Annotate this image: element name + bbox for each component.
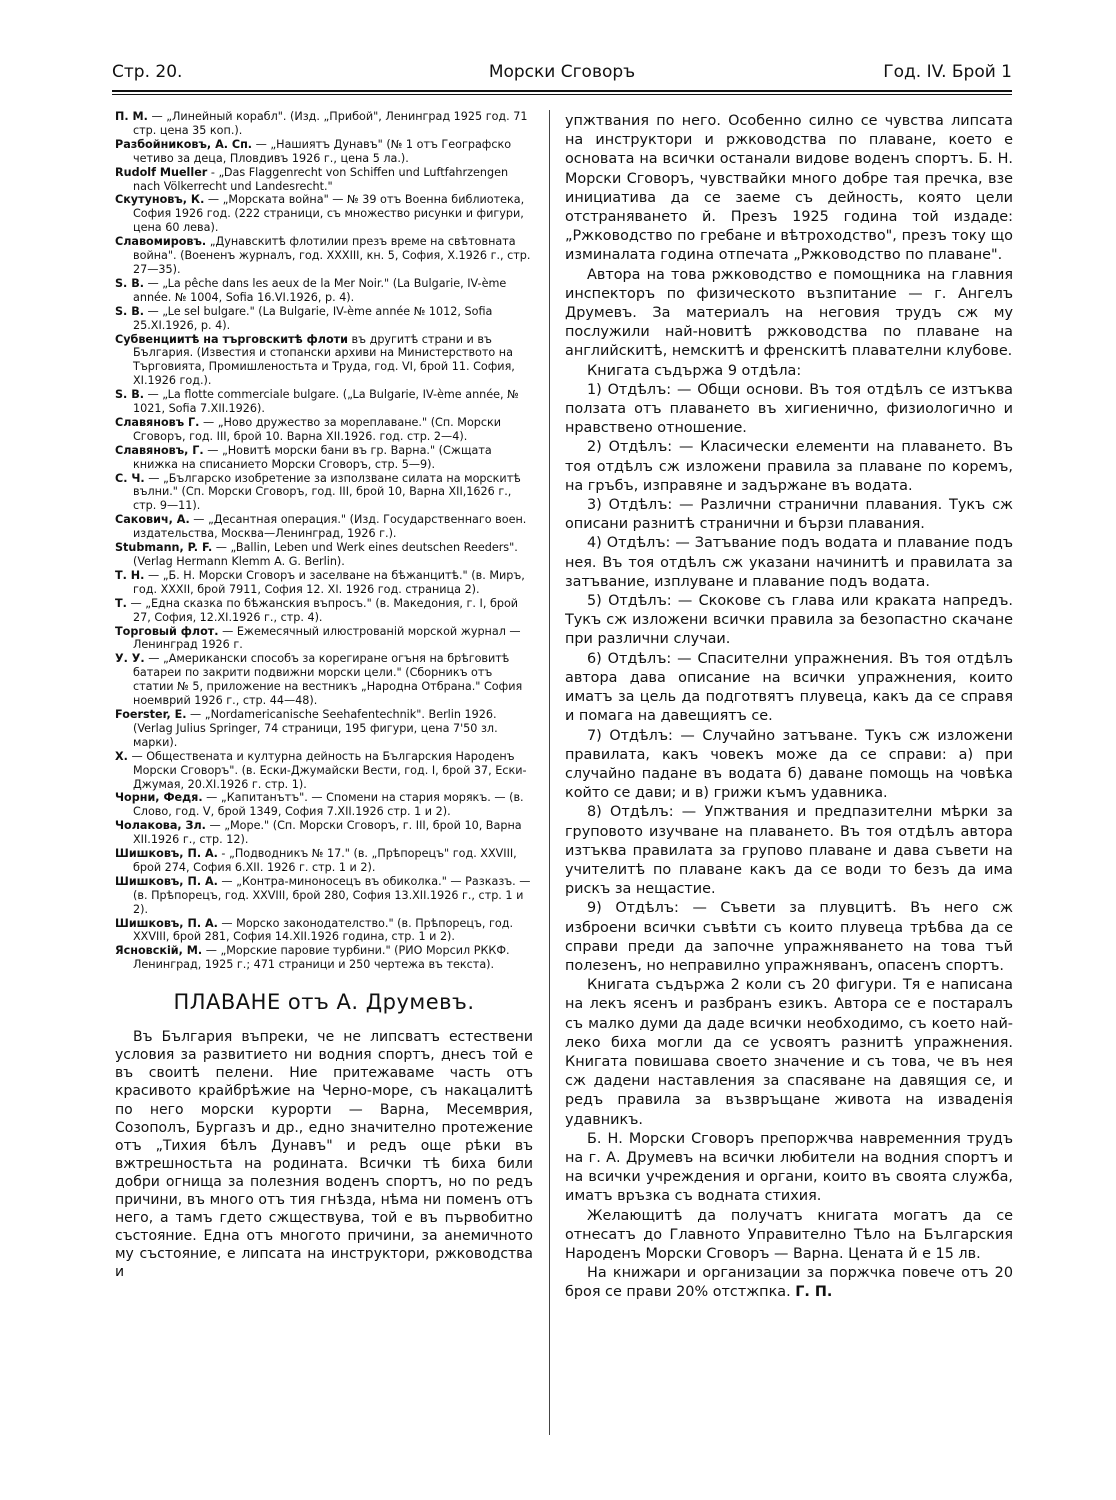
article-paragraph bbox=[565, 976, 1013, 1130]
bibliography-entry bbox=[115, 750, 533, 792]
bibliography-entry bbox=[115, 110, 533, 138]
bibliography-entry bbox=[115, 847, 533, 875]
column-divider bbox=[549, 110, 550, 1435]
paragraph-text: упжтвания по него. Особенно силно се чувства липсата на инструктори и ржководства по плаване, което е основата на всички останали видове воденъ спортъ. Б. Н. Морски Сговоръ, чувствайки много добре тая пречка, взе инициатива да се заеме съ дейность, която цели отстраняването й. Презъ 1925 година той издаде: „Ржководство по гребане и вѣтроходство", презъ току що изминалата година отпечата „Ржководство по плаване". bbox=[565, 113, 1013, 264]
bibliography-entry bbox=[115, 791, 533, 819]
entry-author: Субвенциитѣ на търговскитѣ флоти bbox=[115, 332, 348, 346]
entry-author: Шишковъ, П. А. bbox=[115, 874, 218, 888]
bibliography-entry bbox=[115, 944, 533, 972]
bibliography-entry bbox=[115, 472, 533, 514]
entry-text: — „La flotte commerciale bulgare. („La Bulgarie, IV-ème année, № 1021, Sofia 7.XII.1926). bbox=[133, 388, 519, 416]
article-continuation bbox=[565, 112, 1013, 1303]
entry-author: Торговый флот. bbox=[115, 624, 219, 638]
paragraph-text: 7) Отдѣлъ: — Случайно затъване. Тукъ сж изложени правилата, какъ човекъ може да се справи: а) при случайно падане въ водата б) даване помощь на човѣка който се дави; и в) грижи къмъ удавника. bbox=[565, 727, 1013, 802]
entry-author: Ясновскій, М. bbox=[115, 944, 203, 958]
article-title: ПЛАВАНЕ отъ А. Друмевъ. bbox=[173, 990, 475, 1015]
entry-author: S. B. bbox=[115, 276, 144, 290]
paragraph-text: 4) Отдѣлъ: — Затъвание подъ водата и плавание подъ нея. Въ тоя отдѣлъ сж указани начинитѣ и правилата за затъвание, изплуване и плавание подъ водата. bbox=[565, 535, 1013, 590]
paragraph-text: Автора на това ржководство е помощника на главния инспекторъ по физическото възпитание — г. Ангелъ Друмевъ. За материалъ на неговия трудъ сж му послужили най-новитѣ ржководства по плаване на английскитѣ, немскитѣ и френскитѣ плавателни клубове. bbox=[565, 266, 1013, 360]
bibliography-entry bbox=[115, 597, 533, 625]
entry-author: Славяновъ, Г. bbox=[115, 443, 204, 457]
entry-text: — „Морские паровие турбини." (РИО Морсил РККФ. Ленинград, 1925 г.; 471 страници и 250 чертежа въ текста). bbox=[133, 944, 510, 972]
paragraph-text: Книгата съдържа 9 отдѣла: bbox=[587, 362, 802, 379]
entry-text: - „Das Flaggenrecht von Schiffen und Luftfahrzengen nach Völkerrecht und Landesrecht." bbox=[133, 165, 509, 193]
bibliography-entry bbox=[115, 388, 533, 416]
bibliography-entry bbox=[115, 305, 533, 333]
entry-text: — „Нашиятъ Дунавъ" (№ 1 отъ Географско четиво за деца, Пловдивъ 1926 г., цена 5 ла.). bbox=[133, 137, 512, 165]
article-paragraph bbox=[565, 112, 1013, 266]
paragraph-text: 3) Отдѣлъ: — Различни странични плавания. Тукъ сж описани разнитѣ странични и бързи плавания. bbox=[565, 497, 1013, 533]
entry-text: — „Ballin, Leben und Werk eines deutschen Reeders". (Verlag Hermann Klemm A. G. Berlin). bbox=[133, 541, 518, 568]
article-paragraph bbox=[565, 381, 1013, 439]
paragraph-text: 6) Отдѣлъ: — Спасителни упражнения. Въ тоя отдѣлъ автора дава описание на всички упражнения, които иматъ за цель да подготвятъ плувеца, какъ да се справя и помага на давещиятъ се. bbox=[565, 650, 1013, 725]
entry-text: — „Морската война" — № 39 отъ Военна библиотека, София 1926 год. (222 страници, съ множество рисунки и фигури, цена 60 лева). bbox=[133, 193, 525, 235]
bibliography-entry bbox=[115, 193, 533, 235]
entry-author: С. Ч. bbox=[115, 471, 145, 485]
bibliography-entry bbox=[115, 708, 533, 750]
entry-author: S. B. bbox=[115, 304, 144, 318]
entry-text: - „Подводникъ № 17." (в. „Прѣпорецъ" год. XXVIII, брой 274, София 6.XII. 1926 г. стр. 1 и 2). bbox=[133, 847, 517, 874]
article-paragraph bbox=[565, 803, 1013, 899]
entry-text: — Морско законодателство." (в. Прѣпорецъ, год. XXVIII, брой 281, София 14.XII.1926 година, стр. 1 и 2). bbox=[133, 916, 514, 944]
page-header bbox=[112, 62, 1012, 92]
bibliography-entry bbox=[115, 625, 533, 653]
entry-text: — „Новитѣ морски бани въ гр. Варна." (Сжщата книжка на списанието Морски Сговоръ, стр. 5—9). bbox=[133, 443, 492, 471]
entry-author: П. М. bbox=[115, 110, 148, 123]
entry-author: Foerster, E. bbox=[115, 707, 187, 721]
paragraph-text: Книгата съдържа 2 коли съ 20 фигури. Тя е написана на лекъ ясенъ и разбранъ езикъ. Автора се е постаралъ съ малко думи да даде всички необходимо, съ което най-леко биха могли да се усвоятъ разнитѣ упражнения. Книгата повишава своето значение и съ това, че въ нея сж дадени наставления за спасяване на давящия се, и редъ правила за възвръщане живота на изваденія удавникъ. bbox=[565, 977, 1013, 1128]
paragraph-text: 1) Отдѣлъ: — Общи основи. Въ тоя отдѣлъ се изтъква ползата отъ плаването въ хигиенично, физиологично и нравствено отношение. bbox=[565, 381, 1013, 437]
entry-text: „Дунавскитѣ флотилии презъ време на свѣтовната война". (Воененъ журналъ, год. XXXIII, кн. 5, София, X.1926 г., стр. 27—35). bbox=[133, 235, 531, 276]
entry-text: — „Българско изобретение за използване силата на морскитѣ вълни." (Сп. Морски Сговоръ, год. III, брой 10, Варна XII,1626 г., стр. 9—11). bbox=[133, 471, 521, 513]
bibliography-entry bbox=[115, 875, 533, 917]
article-paragraph: Въ България въпреки, че не липсватъ естествени условия за развитието ни водния спортъ, днесъ той е въ своитѣ пелени. Ние притежаваме часть отъ красивото крайбрѣжие на Черно-море, съ накацалитѣ по него морски курорти — Варна, Месемврия, Созополъ, Бургазъ и др., едно значително протежение отъ „Тихия бѣлъ Дунавъ" и редъ още рѣки въ вжтрешностьта на родината. Всички тѣ биха били добри огнища за полезния воденъ спортъ, но по редъ причини, въ много отъ тия гнѣзда, нѣма ни поменъ отъ него, а тамъ гдето сжществува, той е въ първобитно състояние. Една отъ многото причини, за анемичното му състояние, е липсата на инструктори, ржководства и bbox=[115, 1029, 533, 1281]
article-paragraph bbox=[565, 899, 1013, 976]
entry-text: — „Американски способъ за корегиране огъня на брѣговитѣ батареи по закрити подвижни морски цели." (Сборникъ отъ статии № 5, приложение на вестникъ „Народна Отбрана." София ноемврий 1926 г., стр. 44—48). bbox=[133, 652, 523, 708]
article-paragraph bbox=[565, 1207, 1013, 1265]
entry-author: Скутуновъ, К. bbox=[115, 193, 205, 207]
paragraph-text: Б. Н. Морски Сговоръ препоржчва навременния трудъ на г. А. Друмевъ на всички любители на водния спортъ и на всички учреждения и органи, които въ своята служба, иматъ връзка съ водната стихия. bbox=[565, 1130, 1013, 1205]
entry-author: Rudolf Mueller bbox=[115, 165, 208, 179]
bibliography-entry bbox=[115, 333, 533, 389]
right-column bbox=[565, 112, 1013, 1472]
bibliography-entry bbox=[115, 652, 533, 708]
entry-text: — „Le sel bulgare." (La Bulgarie, IV-ème année № 1012, Sofia 25.XI.1926, p. 4). bbox=[133, 304, 493, 332]
entry-author: Сакович, А. bbox=[115, 513, 190, 527]
entry-author: S. B. bbox=[115, 388, 144, 402]
entry-text: — „Контра-миноносецъ въ обиколка." — Разказъ. — (в. Прѣпорецъ, год. XXVIII, брой 280, София 13.XII.1926 г., стр. 1 и 2). bbox=[133, 874, 531, 916]
bibliography-entry bbox=[115, 917, 533, 945]
publication-title: Морски Сговоръ bbox=[488, 62, 636, 82]
entry-author: Славяновъ Г. bbox=[115, 415, 200, 429]
entry-author: Разбойниковъ, А. Сп. bbox=[115, 137, 253, 151]
article-paragraph bbox=[565, 1130, 1013, 1207]
entry-author: Шишковъ, П. А. bbox=[115, 916, 218, 930]
article-paragraph bbox=[565, 496, 1013, 534]
entry-text: — „Ново дружество за мореплаване." (Сп. Морски Сговоръ, год. III, брой 10. Варна XII.1926. год. стр. 2—4). bbox=[133, 415, 502, 443]
article-paragraph bbox=[565, 534, 1013, 592]
article-paragraph bbox=[565, 1264, 1013, 1302]
paragraph-text: 8) Отдѣлъ: — Упжтвания и предпазителни мѣрки за груповото изучване на плаването. Въ тоя отдѣлъ автора изтъква правилата за групово плаване и дава съвети на учителитѣ по плаване какъ да се води то безъ да има рискъ за нещастие. bbox=[565, 804, 1013, 898]
entry-author: Stubmann, P. F. bbox=[115, 541, 213, 555]
article-signature: Г. П. bbox=[795, 1284, 833, 1301]
bibliography-entry bbox=[115, 235, 533, 277]
page-number: Стр. 20. bbox=[112, 62, 183, 82]
entry-text: — „Една сказка по бѣжанския въпросъ." (в. Македония, г. I, брой 27, София, 12.XI.1926 г., стр. 4). bbox=[126, 596, 519, 624]
bibliography-entry bbox=[115, 416, 533, 444]
header-rule-thin bbox=[112, 94, 1012, 95]
entry-author: Х. bbox=[115, 749, 128, 763]
article-paragraph bbox=[565, 438, 1013, 496]
entry-author: Шишковъ, П. А. bbox=[115, 847, 218, 861]
entry-text: — „La pêche dans les aeux de la Mer Noir." (La Bulgarie, IV-ème année. № 1004, Sofia 16.VI.1926, p. 4). bbox=[133, 276, 507, 304]
entry-text: въ другитѣ страни и въ България. (Известия и стопански архиви на Министерството на Търговията, Промишленостьта и Труда, год. VI, брой 11. София, XI.1926 год.). bbox=[133, 332, 515, 388]
paragraph-text: 9) Отдѣлъ: — Съвети за плувцитѣ. Въ него сж изброени всички съвѣти съ които плувеца трѣбва да се справи преди да започне упражняването на това тъй полезенъ, но неправилно упражняванъ, опасенъ спортъ. bbox=[565, 900, 1013, 974]
entry-text: — „Десантная операция." (Изд. Государственнаго воен. издательства, Москва—Ленинград, 1926 г.). bbox=[133, 513, 527, 541]
bibliography-entry bbox=[115, 138, 533, 166]
entry-author: Т. bbox=[115, 596, 127, 610]
article-paragraph bbox=[565, 592, 1013, 650]
bibliography-entry bbox=[115, 819, 533, 847]
entry-text: — „Линейный корабл". (Изд. „Прибой", Ленинград 1925 год. 71 стр. цена 35 коп.). bbox=[133, 110, 528, 137]
article-paragraph bbox=[565, 727, 1013, 804]
bibliography-entry bbox=[115, 569, 533, 597]
paragraph-text: 2) Отдѣлъ: — Класически елементи на плаването. Въ тоя отдѣлъ сж изложени правила за плаване по коремъ, на гръбъ, изправяне и задържане въ водата. bbox=[565, 439, 1013, 494]
paragraph-text: Желающитѣ да получатъ книгата могатъ да се отнесатъ до Главното Управително Тѣло на Българския Народенъ Морски Сговоръ — Варна. Цената й е 15 лв. bbox=[565, 1207, 1013, 1262]
paragraph-text: На книжари и организации за поржчка повече отъ 20 броя се прави 20% отстжпка. bbox=[565, 1265, 1013, 1301]
header-rule bbox=[112, 90, 1012, 92]
entry-text: — Обществената и културна дейность на Българския Народенъ Морски Сговоръ". (в. Ески-Джумайски Вести, год. I, брой 37, Ески-Джумая, 20.XI.1926 г. стр. 1). bbox=[127, 749, 527, 791]
bibliography-entry bbox=[115, 541, 533, 569]
article-paragraph bbox=[565, 266, 1013, 362]
article-paragraph bbox=[565, 362, 1013, 381]
issue-number: Год. IV. Брой 1 bbox=[883, 62, 1012, 82]
entry-author: У. У. bbox=[115, 652, 145, 666]
entry-text: — Ежемесячный илюстрованій морской журнал — Ленинград 1926 г. bbox=[133, 624, 521, 652]
entry-author: Т. Н. bbox=[115, 568, 145, 582]
bibliography-list bbox=[115, 110, 533, 972]
article-paragraph bbox=[565, 650, 1013, 727]
bibliography-entry bbox=[115, 166, 533, 194]
entry-text: — „Капитанътъ". — Спомени на стария морякъ. — (в. Слово, год. V, брой 1349, София 7.XII.1926 стр. 1 и 2). bbox=[133, 791, 524, 819]
left-column bbox=[115, 110, 533, 1470]
paragraph-text: 5) Отдѣлъ: — Скокове съ глава или краката напредъ. Тукъ сж изложени всички правила за безопастно скачане при различни случаи. bbox=[565, 593, 1013, 648]
bibliography-entry bbox=[115, 277, 533, 305]
entry-author: Чолакова, Зл. bbox=[115, 819, 206, 833]
entry-author: Славомировъ. bbox=[115, 235, 207, 249]
bibliography-entry bbox=[115, 513, 533, 541]
entry-text: — „Nordamericanische Seehafentechnik". Berlin 1926. (Verlag Julius Springer, 74 страници, 195 фигури, цена 7'50 зл. марки). bbox=[133, 707, 498, 749]
bibliography-entry bbox=[115, 444, 533, 472]
entry-author: Чорни, Федя. bbox=[115, 791, 203, 805]
entry-text: — „Море." (Сп. Морски Сговоръ, г. III, брой 10, Варна XII.1926 г., стр. 12). bbox=[133, 819, 522, 847]
entry-text: — „Б. Н. Морски Сговоръ и заселване на бѣжанцитѣ." (в. Миръ, год. XXXII, брой 7911, София 12. XI. 1926 год. страница 2). bbox=[133, 568, 525, 596]
